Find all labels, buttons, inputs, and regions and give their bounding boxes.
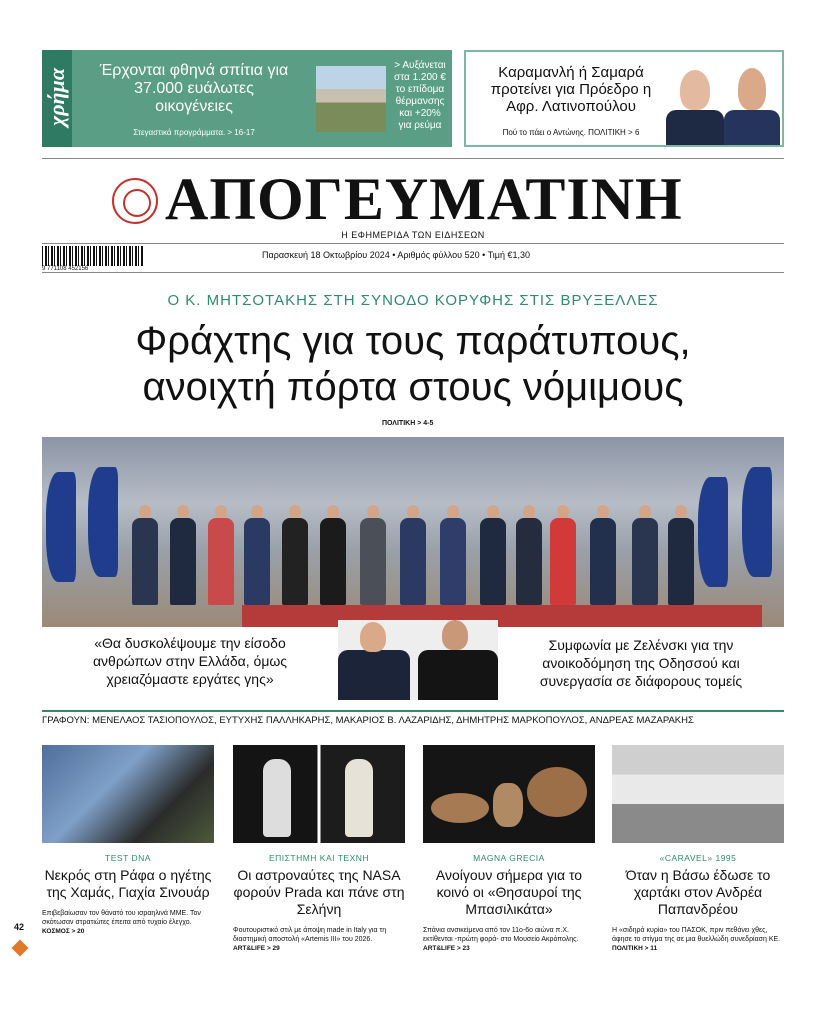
story-desc-text: Η «σιδηρά κυρία» του ΠΑΣΟΚ, πριν πεθάνει χθες, άφησε το στίγμα της σε μια θυελλώδη συνεδρίαση ΚΕ.: [612, 927, 781, 943]
story-desc: [612, 926, 784, 953]
president-teaser[interactable]: [464, 50, 784, 147]
barcode-number: 9 771108 452156: [42, 266, 89, 272]
lead-headline-line1: Φράχτης για τους παράτυπους,: [135, 319, 691, 363]
eu-flag: [698, 477, 728, 587]
story-desc-text: Σπάνια ανσικείμενα από τον 11ο-6ο αιώνα π.Χ. εκτίθενται -πρώτη φορά- στο Μουσείο Ακρόπολης.: [423, 927, 579, 943]
lead-headline[interactable]: [42, 318, 784, 410]
president-teaser-headline: Καραμανλή ή Σαμαρά προτείνει για Πρόεδρο η Αφρ. Λατινοπούλου: [490, 64, 652, 115]
story-nasa[interactable]: [233, 745, 405, 953]
lead-headline-line2: ανοιχτή πόρτα στους νόμιμους: [142, 365, 684, 409]
apartment-buildings-photo: [316, 66, 386, 132]
eu-flag: [742, 467, 772, 577]
pasok-meeting-photo: [612, 745, 784, 843]
money-tab: [42, 50, 72, 147]
diamond-icon: [12, 940, 29, 957]
astronaut-suits-photo: [233, 745, 405, 843]
story-ref: ART&LIFE > 29: [233, 945, 280, 952]
masthead-title[interactable]: ΑΠΟΓΕΥΜΑΤΙΝΗ: [165, 166, 683, 232]
money-teaser[interactable]: [42, 50, 452, 147]
red-carpet: [242, 605, 762, 627]
story-vaso[interactable]: [612, 745, 784, 953]
hamas-photo: [42, 745, 214, 843]
story-ref: ART&LIFE > 23: [423, 945, 470, 952]
masthead-tagline: Η ΕΦΗΜΕΡΙΔΑ ΤΩΝ ΕΙΔΗΣΕΩΝ: [341, 230, 485, 240]
story-category: «CARAVEL» 1995: [659, 853, 737, 863]
president-teaser-sub: Πού το πάει ο Αντώνης. ΠΟΛΙΤΙΚΗ > 6: [502, 128, 640, 137]
money-teaser-sub: Στεγαστικά προγράμματα. > 16-17: [133, 128, 255, 137]
story-desc-text: Φουτουριστικό στιλ με άποψη made in Italy για τη διαστημική αποστολή «Artemis III» του 2026.: [233, 927, 387, 943]
bylines: ΓΡΑΦΟΥΝ: ΜΕΝΕΛΑΟΣ ΤΑΣΙΟΠΟΥΛΟΣ, ΕΥΤΥΧΗΣ ΠΑΛΛΗΚΑΡΗΣ, ΜΑΚΑΡΙΟΣ Β. ΛΑΖΑΡΙΔΗΣ, ΔΗΜΗΤΡΗΣ ΜΑΡΚΟΠΟΥΛΟΣ, ΑΝΔΡΕΑΣ ΜΑΖΑΡΑΚΗΣ: [42, 710, 784, 726]
story-desc-text: Επιβεβαίωσαν τον θάνατό του ισραηλινά ΜΜΕ. Τον σκότωσαν στρατιώτες έπειτα από τυχαίο έλεγχο.: [42, 910, 201, 926]
quote-right: Συμφωνία με Ζελένσκι για την ανοικοδόμηση της Οδησσού και συνεργασία σε διάφορους τομείς: [539, 637, 743, 689]
top-rule: [42, 158, 784, 159]
story-desc: [42, 909, 214, 936]
dateline: Παρασκευή 18 Οκτωβρίου 2024 • Αριθμός φύλλου 520 • Τιμή €1,30: [262, 250, 530, 260]
story-title: Όταν η Βάσω έδωσε το χαρτάκι στον Ανδρέα Παπανδρέου: [625, 867, 771, 917]
story-category: MAGNA GRECIA: [473, 853, 545, 863]
story-desc: [423, 926, 595, 953]
lead-ref: ΠΟΛΙΤΙΚΗ > 4-5: [382, 420, 434, 427]
quote-left: «Θα δυσκολέψουμε την είσοδο ανθρώπων στην Ελλάδα, όμως χρειαζόμαστε εργάτες γης»: [92, 635, 288, 687]
story-basilicata[interactable]: [423, 745, 595, 953]
story-title: Νεκρός στη Ράφα ο ηγέτης της Χαμάς, Γιαχία Σινουάρ: [44, 867, 212, 900]
story-ref: ΚΟΣΜΟΣ > 20: [42, 928, 85, 935]
eu-summit-photo: [42, 437, 784, 627]
dateline-rule: [42, 272, 784, 273]
lead-kicker: Ο Κ. ΜΗΤΣΟΤΑΚΗΣ ΣΤΗ ΣΥΝΟΔΟ ΚΟΡΥΦΗΣ ΣΤΙΣ ΒΡΥΞΕΛΛΕΣ: [167, 292, 659, 309]
story-desc: [233, 926, 405, 953]
page-number: 42: [14, 922, 25, 932]
money-tab-label: χρήμα: [44, 67, 69, 127]
masthead-rule: [42, 243, 784, 244]
newspaper-logo-seal: [112, 178, 158, 224]
money-teaser-side: > Αυξάνεται στα 1.200 € το επίδομα θέρμανσης και +20% για ρεύμα: [394, 60, 446, 131]
ancient-vases-photo: [423, 745, 595, 843]
eu-flag: [88, 467, 118, 577]
story-hamas[interactable]: [42, 745, 214, 936]
story-title: Οι αστροναύτες της NASA φορούν Prada και πάνε στη Σελήνη: [233, 867, 405, 917]
story-ref: ΠΟΛΙΤΙΚΗ > 11: [612, 945, 658, 952]
story-category: TEST DNA: [105, 853, 151, 863]
barcode: [42, 246, 144, 266]
eu-flag: [46, 472, 76, 582]
money-teaser-headline: Έρχονται φθηνά σπίτια για 37.000 ευάλωτες οικογένειες: [99, 62, 289, 115]
story-title: Ανοίγουν σήμερα για το κοινό οι «Θησαυροί της Μπασιλικάτα»: [435, 867, 583, 917]
story-category: ΕΠΙΣΤΗΜΗ ΚΑΙ ΤΕΧΝΗ: [268, 853, 370, 863]
handshake-photo: [338, 620, 498, 700]
